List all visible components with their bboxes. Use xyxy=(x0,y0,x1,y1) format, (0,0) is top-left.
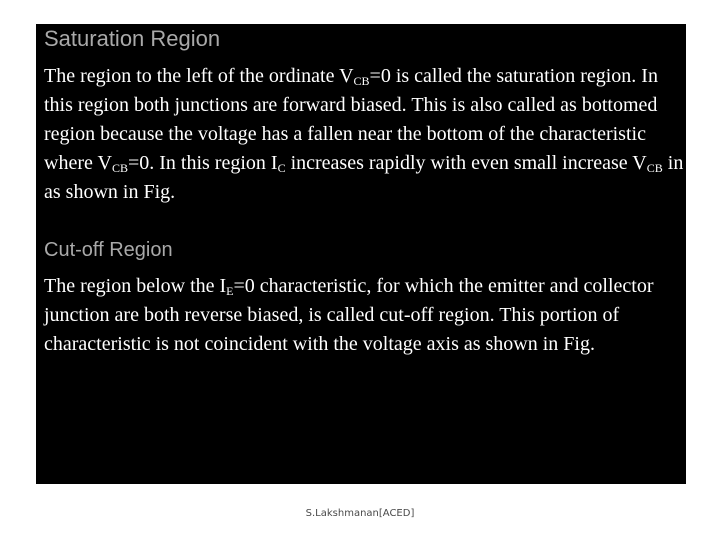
subscript-cb: CB xyxy=(646,161,663,175)
saturation-text-3: =0. In this region I xyxy=(127,152,278,174)
subscript-e: E xyxy=(226,284,234,298)
saturation-text-5: in as shown in Fig. xyxy=(44,152,684,203)
saturation-paragraph xyxy=(44,62,684,207)
cutoff-heading: Cut-off Region xyxy=(44,239,173,261)
footer-author: S.Lakshmanan[ACED] xyxy=(305,508,415,519)
cutoff-paragraph xyxy=(44,272,684,359)
saturation-text-4: increases rapidly with even small increase V xyxy=(285,152,647,174)
saturation-text-1: The region to the left of the ordinate V xyxy=(44,65,354,87)
subscript-cb: CB xyxy=(111,161,128,175)
subscript-cb: CB xyxy=(353,74,370,88)
cutoff-text-2: =0 characteristic, for which the emitter and collector junction are both reverse biased, is called cut-off region. This portion of characteristic is not coincident with the voltage axis as shown in Fig. xyxy=(44,275,654,355)
saturation-text-2: =0 is called the saturation region. In this region both junctions are forward biased. This is also called as bottomed region because the voltage has a fallen near the bottom of the characteristic where V xyxy=(44,65,658,174)
cutoff-text-1: The region below the I xyxy=(44,275,227,297)
subscript-c: C xyxy=(277,161,286,175)
slide-title: Saturation Region xyxy=(44,26,221,51)
